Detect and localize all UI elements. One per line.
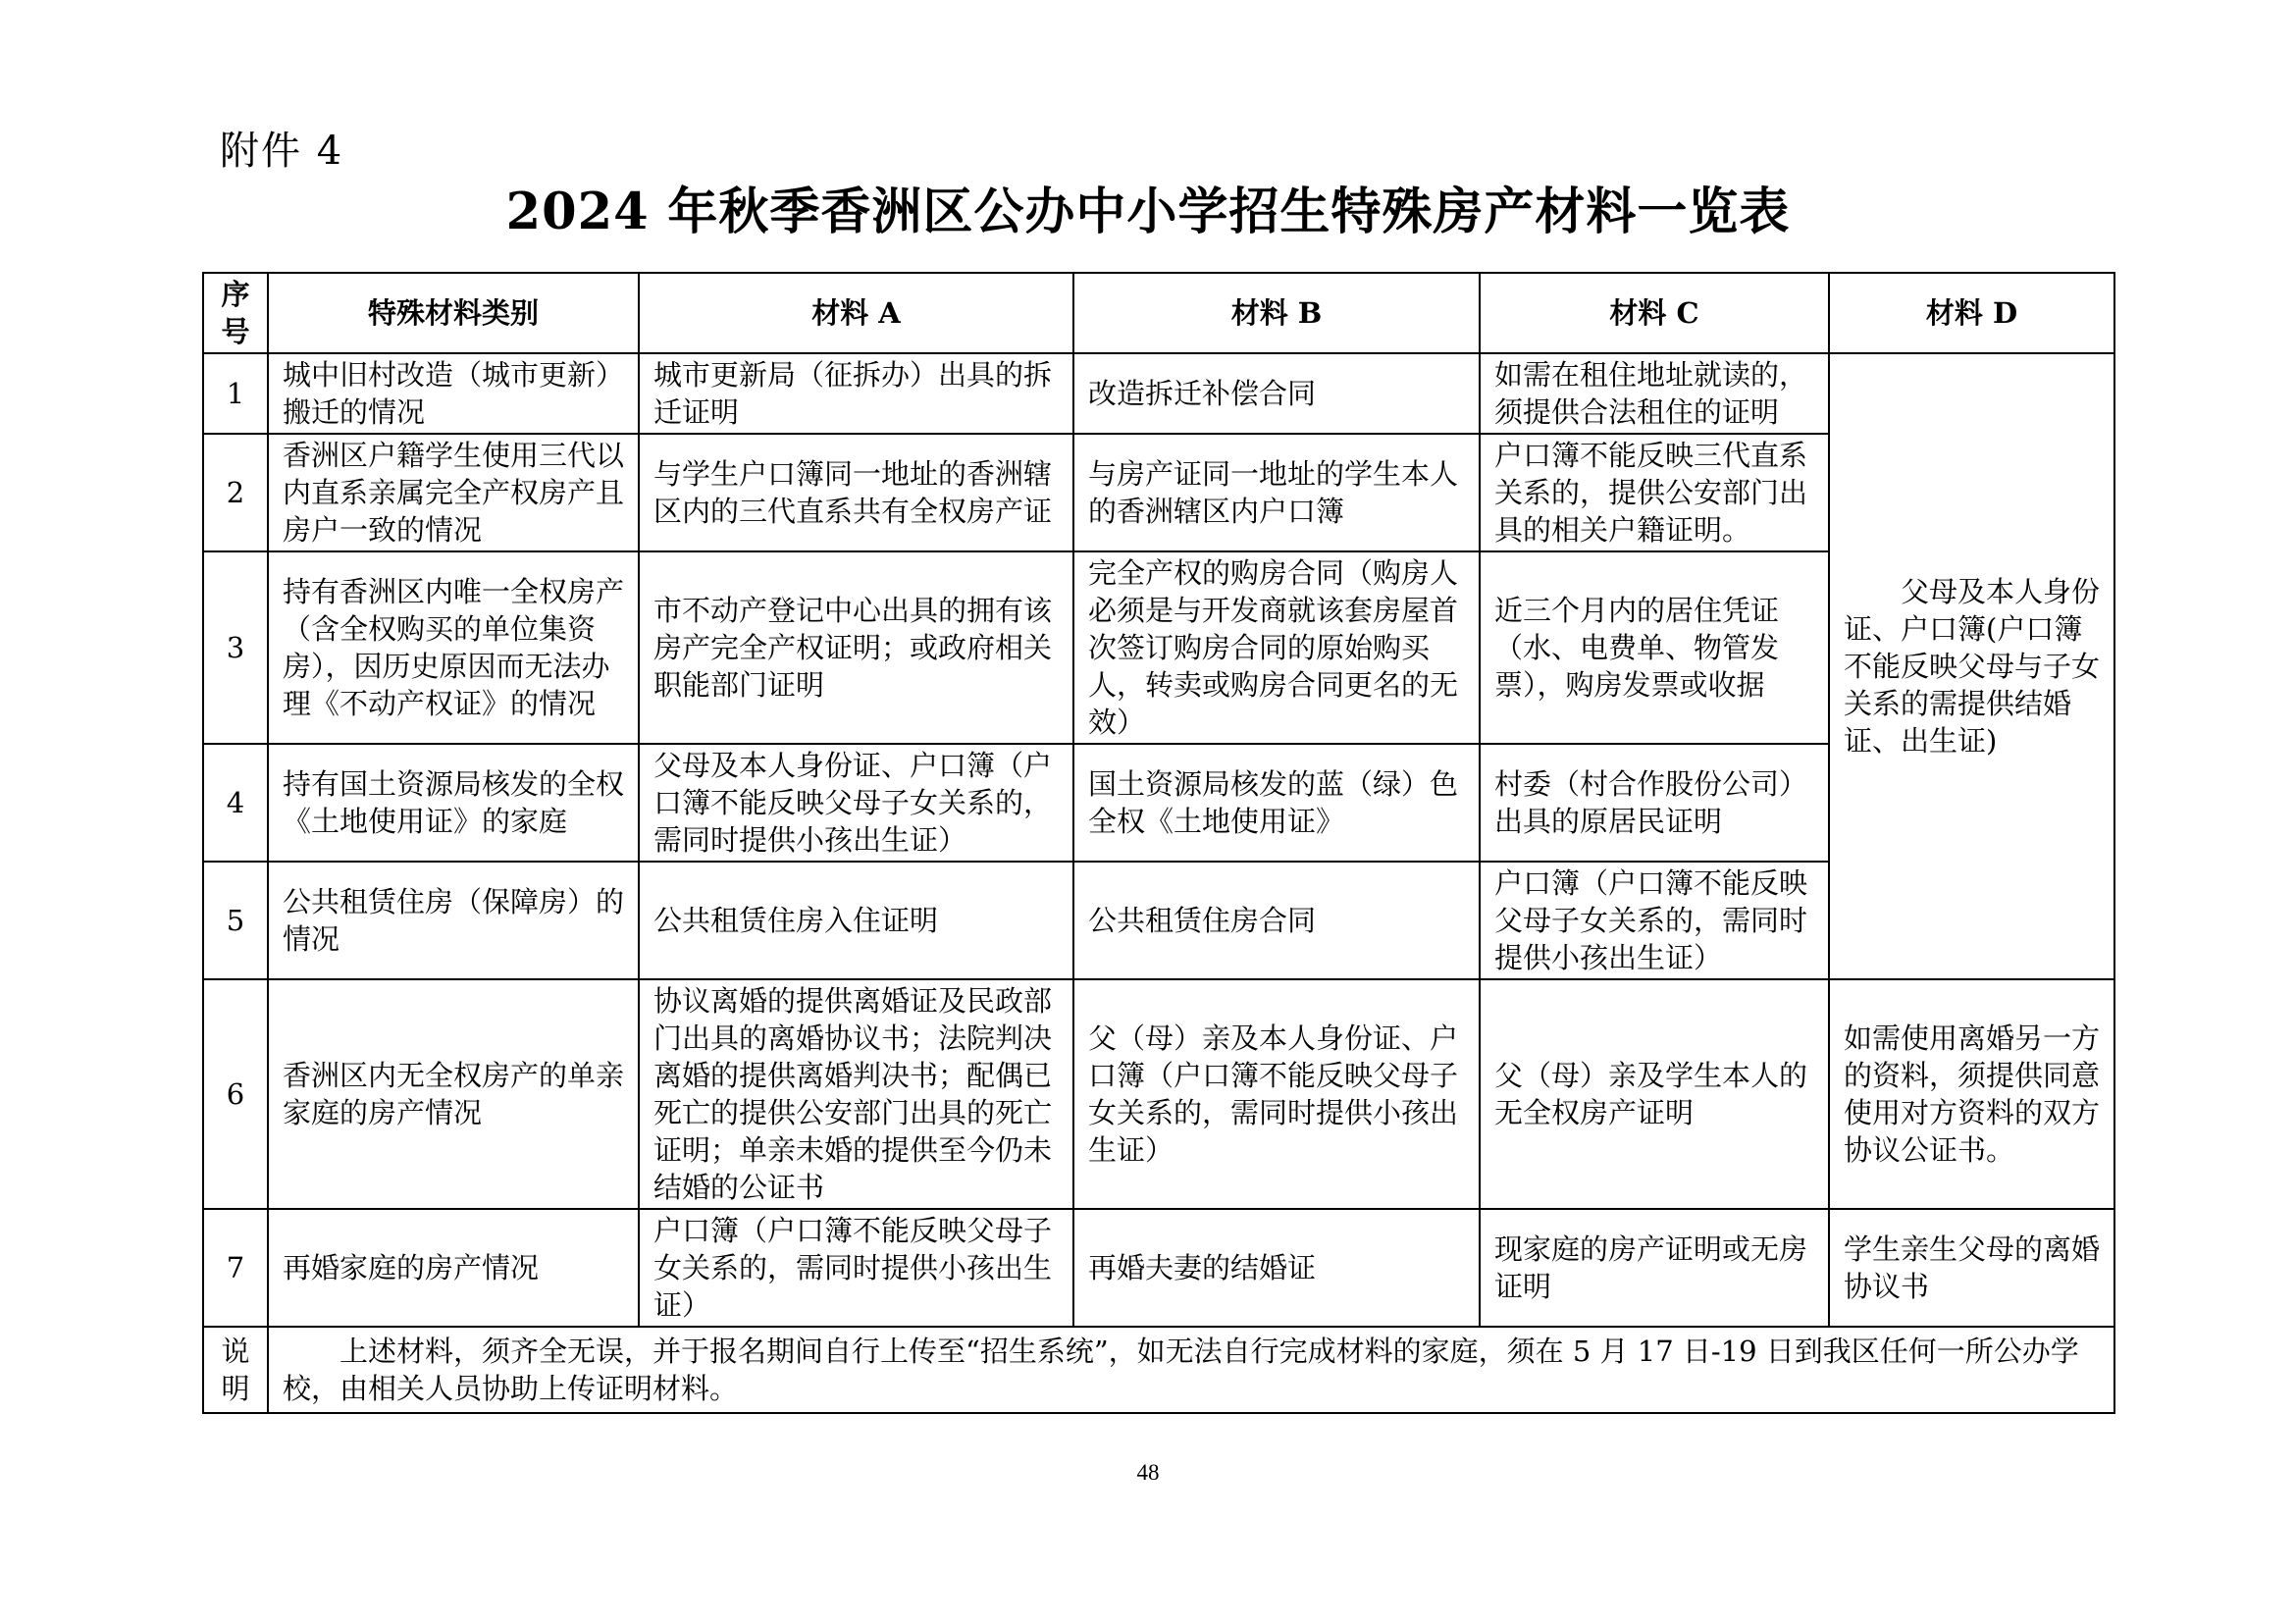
materials-table <box>202 272 2115 1414</box>
row-material-c: 近三个月内的居住凭证（水、电费单、物管发票），购房发票或收据 <box>1480 551 1829 744</box>
row-num: 2 <box>203 434 268 551</box>
table-row <box>203 862 2114 979</box>
row-num: 1 <box>203 353 268 434</box>
row-material-b: 再婚夫妻的结婚证 <box>1073 1209 1480 1327</box>
row-num: 7 <box>203 1209 268 1327</box>
table-row <box>203 1209 2114 1327</box>
row-category: 持有国土资源局核发的全权《土地使用证》的家庭 <box>268 744 639 862</box>
row-material-b: 父（母）亲及本人身份证、户口簿（户口簿不能反映父母子女关系的，需同时提供小孩出生证） <box>1073 979 1480 1209</box>
row-material-c: 户口簿（户口簿不能反映父母子女关系的，需同时提供小孩出生证） <box>1480 862 1829 979</box>
row-material-c: 村委（村合作股份公司）出具的原居民证明 <box>1480 744 1829 862</box>
note-label: 说明 <box>203 1327 268 1413</box>
row-material-a: 协议离婚的提供离婚证及民政部门出具的离婚协议书；法院判决离婚的提供离婚判决书；配偶已死亡的提供公安部门出具的死亡证明；单亲未婚的提供至今仍未结婚的公证书 <box>639 979 1073 1209</box>
attachment-label: 附件 4 <box>220 129 344 174</box>
row-material-a: 与学生户口簿同一地址的香洲辖区内的三代直系共有全权房产证 <box>639 434 1073 551</box>
row-material-b: 国土资源局核发的蓝（绿）色全权《土地使用证》 <box>1073 744 1480 862</box>
row-num: 4 <box>203 744 268 862</box>
row-category: 城中旧村改造（城市更新）搬迁的情况 <box>268 353 639 434</box>
header-material-c: 材料 C <box>1480 273 1829 353</box>
table-row <box>203 979 2114 1209</box>
table-row <box>203 744 2114 862</box>
row-material-a: 户口簿（户口簿不能反映父母子女关系的，需同时提供小孩出生证） <box>639 1209 1073 1327</box>
header-material-b: 材料 B <box>1073 273 1480 353</box>
row-material-d: 学生亲生父母的离婚协议书 <box>1829 1209 2114 1327</box>
row-category: 再婚家庭的房产情况 <box>268 1209 639 1327</box>
row-material-a: 市不动产登记中心出具的拥有该房产完全产权证明；或政府相关职能部门证明 <box>639 551 1073 744</box>
table-row <box>203 353 2114 434</box>
row-material-a: 城市更新局（征拆办）出具的拆迁证明 <box>639 353 1073 434</box>
table-note-row <box>203 1327 2114 1413</box>
row-material-d: 如需使用离婚另一方的资料，须提供同意使用对方资料的双方协议公证书。 <box>1829 979 2114 1209</box>
table-header-row <box>203 273 2114 353</box>
header-category: 特殊材料类别 <box>268 273 639 353</box>
table-row <box>203 434 2114 551</box>
document-title: 2024 年秋季香洲区公办中小学招生特殊房产材料一览表 <box>505 183 1791 241</box>
row-material-c: 父（母）亲及学生本人的无全权房产证明 <box>1480 979 1829 1209</box>
row-num: 3 <box>203 551 268 744</box>
row-material-b: 公共租赁住房合同 <box>1073 862 1480 979</box>
row-material-b: 与房产证同一地址的学生本人的香洲辖区内户口簿 <box>1073 434 1480 551</box>
header-material-d: 材料 D <box>1829 273 2114 353</box>
row-category: 持有香洲区内唯一全权房产（含全权购买的单位集资房），因历史原因而无法办理《不动产权证》的情况 <box>268 551 639 744</box>
note-text: 上述材料，须齐全无误，并于报名期间自行上传至“招生系统”，如无法自行完成材料的家庭，须在 5 月 17 日-19 日到我区任何一所公办学校，由相关人员协助上传证明材料。 <box>268 1327 2114 1413</box>
row-category: 香洲区户籍学生使用三代以内直系亲属完全产权房产且房户一致的情况 <box>268 434 639 551</box>
table-row <box>203 551 2114 744</box>
row-category: 香洲区内无全权房产的单亲家庭的房产情况 <box>268 979 639 1209</box>
row-num: 5 <box>203 862 268 979</box>
row-material-a: 父母及本人身份证、户口簿（户口簿不能反映父母子女关系的，需同时提供小孩出生证） <box>639 744 1073 862</box>
header-material-a: 材料 A <box>639 273 1073 353</box>
row-material-b: 完全产权的购房合同（购房人必须是与开发商就该套房屋首次签订购房合同的原始购买人，转卖或购房合同更名的无效） <box>1073 551 1480 744</box>
row-material-b: 改造拆迁补偿合同 <box>1073 353 1480 434</box>
header-num: 序号 <box>203 273 268 353</box>
page-number: 48 <box>1136 1460 1160 1485</box>
row-material-c: 如需在租住地址就读的，须提供合法租住的证明 <box>1480 353 1829 434</box>
merged-material-d: 父母及本人身份证、户口簿(户口簿不能反映父母与子女关系的需提供结婚证、出生证) <box>1829 353 2114 979</box>
row-material-c: 现家庭的房产证明或无房证明 <box>1480 1209 1829 1327</box>
row-num: 6 <box>203 979 268 1209</box>
row-material-c: 户口簿不能反映三代直系关系的，提供公安部门出具的相关户籍证明。 <box>1480 434 1829 551</box>
row-material-a: 公共租赁住房入住证明 <box>639 862 1073 979</box>
row-category: 公共租赁住房（保障房）的情况 <box>268 862 639 979</box>
